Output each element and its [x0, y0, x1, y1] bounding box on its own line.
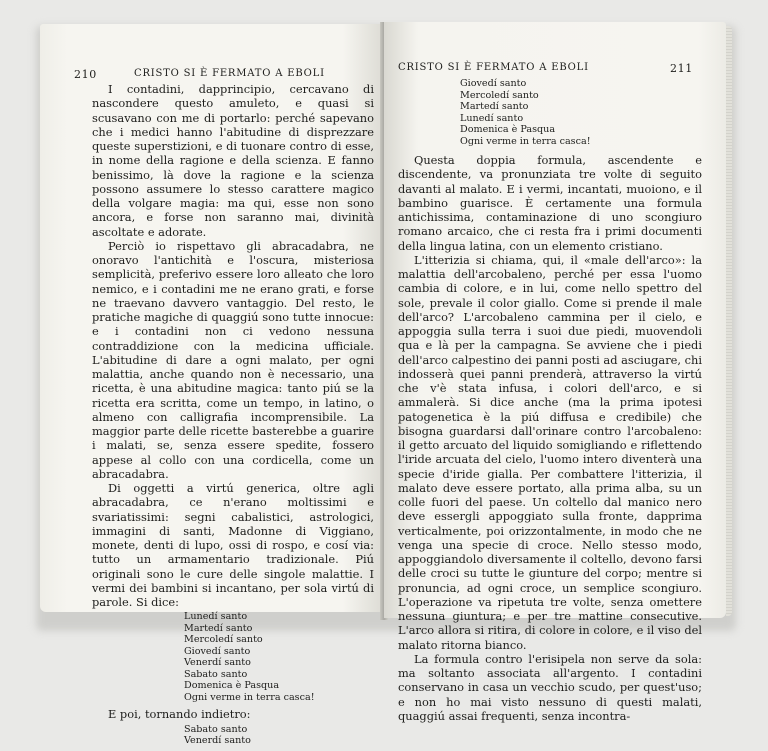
- right-page-number: 211: [670, 62, 693, 75]
- verse-block-1: [92, 611, 374, 703]
- verse-line: Sabato santo: [184, 668, 248, 680]
- verse-block-continued: [398, 78, 702, 147]
- paragraph: Questa doppia formula, ascendente e discendente, va pronunziata tre volte di seguito davanti al malato. E i vermi, incantati, muoiono, e il bambino guarisce. È certamente una formula antichissima, contaminazione di uno scongiuro romano arcaico, che ci resta fra i primi documenti della lingua latina, con un elemento cristiano.: [398, 153, 702, 253]
- paragraph: La formula contro l'erisipela non serve da sola: ma soltanto associata all'argento. I contadini conservano in casa un vecchio scudo, per quest'uso; e non ho mai visto nessuno di questi malati, quaggiú assai frequenti, senza incontra-: [398, 651, 702, 723]
- verse-block-2: [92, 724, 374, 747]
- transition-line: E poi, tornando indietro:: [108, 707, 251, 722]
- paragraph: Perciò io rispettavo gli abracadabra, ne onoravo l'antichità e l'oscura, misteriosa semplicità, preferivo essere loro alleato che loro nemico, e i contadini me ne erano grati, e forse ne traevano davvero vantaggio. Del resto, le pratiche magiche di quaggiú sono tutte innocue: e i contadini non ci vedono nessuna contraddizione con la medicina ufficiale. L'abitudine di dare a ogni malato, per ogni malattia, anche quando non è necessario, una ricetta, è una abitudine magica: tanto piú se la ricetta era scritta, come un tempo, in latino, o almeno con calligrafia incomprensibile. La maggior parte delle ricette basterebbe a guarire i malati, se, senza essere spedite, fossero appese al collo con una cordicella, come un abracadabra.: [92, 238, 374, 481]
- verse-line: Venerdí santo: [184, 657, 251, 669]
- verse-line: Giovedí santo: [460, 78, 527, 89]
- verse-line: Lunedí santo: [460, 112, 524, 124]
- left-running-title: CRISTO SI È FERMATO A EBOLI: [134, 68, 325, 79]
- verse-line: Lunedí santo: [184, 611, 248, 623]
- right-page-body: [398, 78, 702, 723]
- verse-line: Mercoledí santo: [460, 89, 539, 101]
- right-page-header: [384, 62, 726, 76]
- verse-line: Domenica è Pasqua: [460, 124, 556, 135]
- verse-line: Sabato santo: [184, 723, 248, 735]
- paragraph: I contadini, dapprincipio, cercavano di nascondere questo amuleto, e quasi si scusavano con me di portarlo: perché sapevano che i medici hanno l'abitudine di disprezzare queste superstizioni, e di tuonare contro di esse, in nome della ragione e della scienza. E fanno benissimo, là dove la ragione e la scienza possono assumere lo stesso carattere magico della volgare magia: ma qui, esse non sono ancora, e forse non saranno mai, divinità ascoltate e adorate.: [92, 82, 374, 239]
- verse-line: Mercoledí santo: [184, 634, 263, 646]
- paragraph: Di oggetti a virtú generica, oltre agli abracadabra, ce n'erano moltissimi e svariatissimi: segni cabalistici, astrologici, immagini di santi, Madonne di Viggiano, monete, denti di lupo, ossi di rospo, e cosí via: tutto un armamentario tradizionale. Piú originali sono le cure delle singole malattie. I vermi dei bambini si incantano, per sola virtú di parole. Si dice:: [92, 481, 374, 609]
- right-page: [384, 22, 726, 723]
- paragraph: L'itterizia si chiama, qui, il «male dell'arco»: la malattia dell'arcobaleno, perché per essa l'uomo cambia di colore, e in lui, come nello spettro del sole, prevale il color giallo. Come si prende il male dell'arco? L'arcobaleno cammina per il cielo, e appoggia sulla terra i suoi due piedi, muovendoli qua e là per la campagna. Se avviene che i piedi dell'arco calpestino dei panni posti ad asciugare, chi indosserà quei panni prenderà, attraverso la virtú che v'è stata infusa, i colori dell'arco, e si ammalerà. Si dice anche (ma la prima ipotesi patogenetica è la piú diffusa e credibile) che bisogna guardarsi dall'orinare contro l'arcobaleno: il getto arcuato del liquido somigliando e riflettendo l'iride arcuata del cielo, l'uomo intero diventerà una specie d'iride gialla. Per combattere l'itterizia, il malato deve essere portato, alla prima alba, su un colle fuori del paese. Un coltello dal manico nero deve essergli appoggiato sulla fronte, dapprima verticalmente, poi orizzontalmente, in modo che ne venga una specie di croce. Nello stesso modo, appoggiandolo diversamente il coltello, devono farsi delle croci su tutte le giunture del corpo; mentre si pronuncia, ad ogni croce, un semplice scongiuro. L'operazione va ripetuta tre volte, senza omettere nessuna giuntura; e per tre mattine consecutive. L'arco allora si ritira, di colore in colore, e il viso del malato ritorna bianco.: [398, 252, 702, 652]
- left-page: [40, 24, 384, 746]
- verse-line: Ogni verme in terra casca!: [460, 135, 591, 147]
- page-edges: [726, 26, 732, 616]
- verse-line: Martedí santo: [460, 101, 529, 112]
- left-page-number: 210: [74, 68, 97, 81]
- verse-line: Venerdí santo: [184, 735, 251, 746]
- verse-line: Ogni verme in terra casca!: [184, 691, 315, 703]
- right-running-title: CRISTO SI È FERMATO A EBOLI: [398, 62, 589, 73]
- left-page-body: [92, 82, 374, 751]
- left-page-header: [40, 68, 384, 82]
- verse-line: Giovedí santo: [184, 645, 251, 657]
- verse-line: Martedí santo: [184, 622, 253, 634]
- verse-line: Domenica è Pasqua: [184, 680, 280, 692]
